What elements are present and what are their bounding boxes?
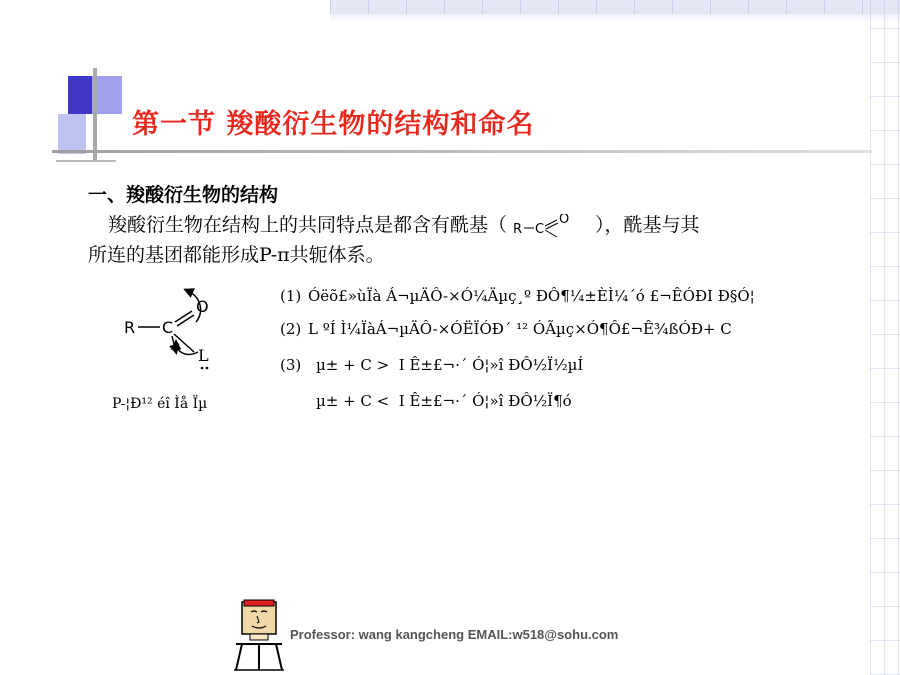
acyl-c-label: C xyxy=(535,222,545,237)
acyl-group-structure xyxy=(507,214,595,238)
structure-l-label: L xyxy=(198,346,209,365)
top-decorative-band xyxy=(330,0,900,14)
point-1-number: (1) xyxy=(280,287,302,305)
title-underline xyxy=(52,150,872,153)
body-text-part-a: 羧酸衍生物在结构上的共同特点是都含有酰基（ xyxy=(108,214,508,236)
title-underline-short xyxy=(56,160,116,162)
body-text-line-1 xyxy=(108,210,700,238)
right-decorative-grid xyxy=(870,0,900,675)
point-2-number: (2) xyxy=(280,320,302,338)
point-3-number: (3) xyxy=(280,356,302,374)
structure-caption: P-¦Ð¹² éî Ìå Ïµ xyxy=(112,396,208,412)
point-4-text: µ± + C < I Ê±£¬·´ Ó¦»î ÐÔ½Ï¶ó xyxy=(316,392,572,410)
p-pi-conjugation-structure xyxy=(118,282,228,374)
structure-c-label: C xyxy=(162,318,174,337)
acyl-r-label: R xyxy=(513,222,523,237)
professor-cartoon-icon xyxy=(230,598,288,672)
point-2-text: L ºÍ Ì¼ÏàÁ¬µÄÔ-×ÓËÏÓÐ´ ¹² ÓÃµç×Ó¶Ô£¬Ê¾ßÓÐ+ C xyxy=(308,320,732,338)
point-1-text: Óëõ£»ùÏà Á¬µÄÔ-×Ó¼Äµç¸º ÐÔ¶¼±ÈÌ¼´ó £¬ÊÓÐI Ð§Ó¦ xyxy=(308,287,755,305)
body-text-part-b: ），酰基与其 xyxy=(595,214,700,236)
acyl-o-label: O xyxy=(559,214,570,227)
body-text-line-2: 所连的基团都能形成P-π共轭体系。 xyxy=(88,244,385,266)
title-deco-vertical-line xyxy=(93,68,97,162)
structure-o-label: O xyxy=(196,297,209,316)
section-heading: 一、羧酸衍生物的结构 xyxy=(88,184,279,206)
top-band-fade xyxy=(330,14,900,22)
title-deco-square-dark xyxy=(68,76,92,114)
page-title: 第一节 羧酸衍生物的结构和命名 xyxy=(132,109,535,140)
structure-r-label: R xyxy=(124,318,136,337)
point-3-text: µ± + C > I Ê±£¬·´ Ó¦»î ÐÔ½Ï½µÍ xyxy=(316,356,584,374)
footer-contact: Professor: wang kangcheng EMAIL:w518@sohu.com xyxy=(290,627,619,642)
title-deco-square-light xyxy=(58,114,86,154)
